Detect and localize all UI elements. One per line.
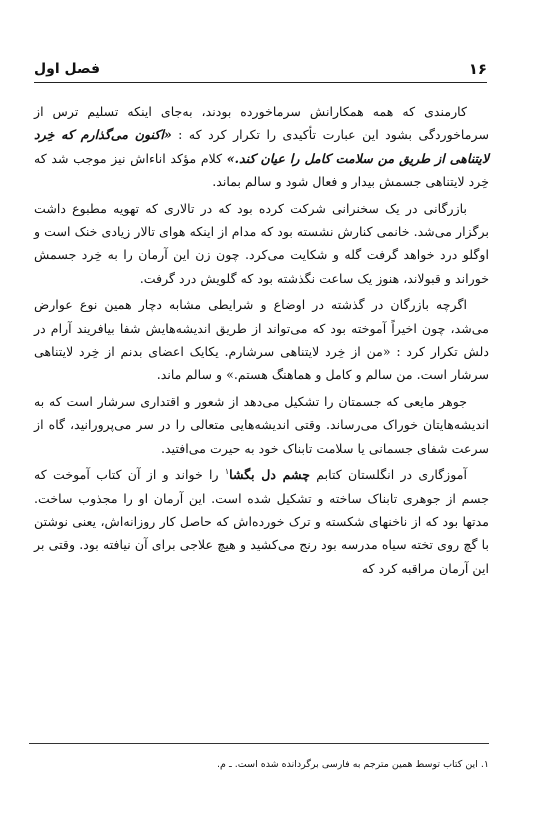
paragraph-1-text-b: کلام مؤکد اناءاش نیز موجب شد که خِرد لایتناهی جسمش بیدار و فعال شود و سالم بماند.	[34, 150, 489, 190]
paragraph-2: بازرگانی در یک سخنرانی شرکت کرده بود که در تالاری که تهویه مطبوع داشت برگزار می‌شد. خانمی کنارش نشسته بود که مدام از اینکه هوای تالار زیادی خنک است و اوگلو درد خواهد گرفت گله و شکایت می‌کرد. چون زن این آرمان را به خِرد جسمش خوراند و قبولاند، هنوز یک ساعت نگذشته بود که گلویش درد گرفت.	[34, 200, 489, 286]
affirmation-quote: «اکنون می‌گذارم که خِرد لایتناهی از طریق من سلامت کامل را عیان کند.»	[34, 127, 489, 166]
page-number: ۱۶	[468, 60, 487, 78]
paragraph-1	[34, 100, 489, 194]
paragraph-5-text-b: را خواند و از آن کتاب آموخت که جسم از جوهری تابناک ساخته و تشکیل شده است. این آرمان او را مجذوب ساخت. مدتها بود که از ناخنهای شکسته و ترک خورده‌اش که حاصل کار روزانه‌اش، یعنی نوشتن با گچ روی تخته سیاه مدرسه بود رنج می‌کشید و هیچ علاجی برای آن نیافته بود. وقتی بر این آرمان مراقبه کرد که	[34, 467, 489, 576]
footnote: ۱. این کتاب توسط همین مترجم به فارسی برگردانده شده است. ـ م.	[217, 759, 489, 770]
chapter-title: فصل اول	[34, 61, 100, 77]
page-header	[34, 56, 487, 83]
book-title: چشم دل بگشا	[229, 467, 311, 483]
paragraph-3: اگرچه بازرگان در گذشته در اوضاع و شرایطی مشابه دچار همین نوع عوارض می‌شد، چون اخیراً آموخته بود که می‌تواند از طریق اندیشه‌هایش شفا بیافریند آرام در دلش تکرار کرد : «من از خِرد لایتناهی سرشارم. یکایک اعضای بدنم از خِرد لایتناهی سرشار است. من سالم و کامل و هماهنگ هستم.» و سالم ماند.	[34, 297, 489, 383]
paragraph-5-text-a: آموزگاری در انگلستان کتابم	[310, 467, 467, 483]
footnote-reference: ۱	[224, 466, 230, 476]
body-text	[34, 100, 489, 583]
footnote-divider	[29, 743, 489, 744]
paragraph-4: جوهر مایعی که جسمتان را تشکیل می‌دهد از شعور و اقتداری سرشار است که به اندیشه‌هایتان خوراک می‌رساند. وقتی اندیشه‌هایی متعالی را در سر می‌پرورانید، گاه از سرعت شفای جسمانی یا سلامت تابناک خود به حیرت می‌افتید.	[34, 393, 489, 456]
paragraph-1-text-a: کارمندی که همه همکارانش سرماخورده بودند، به‌جای اینکه تسلیم ترس از سرماخوردگی بشود این عبارت تأکیدی را تکرار کرد که :	[34, 104, 490, 143]
paragraph-5	[34, 463, 489, 580]
